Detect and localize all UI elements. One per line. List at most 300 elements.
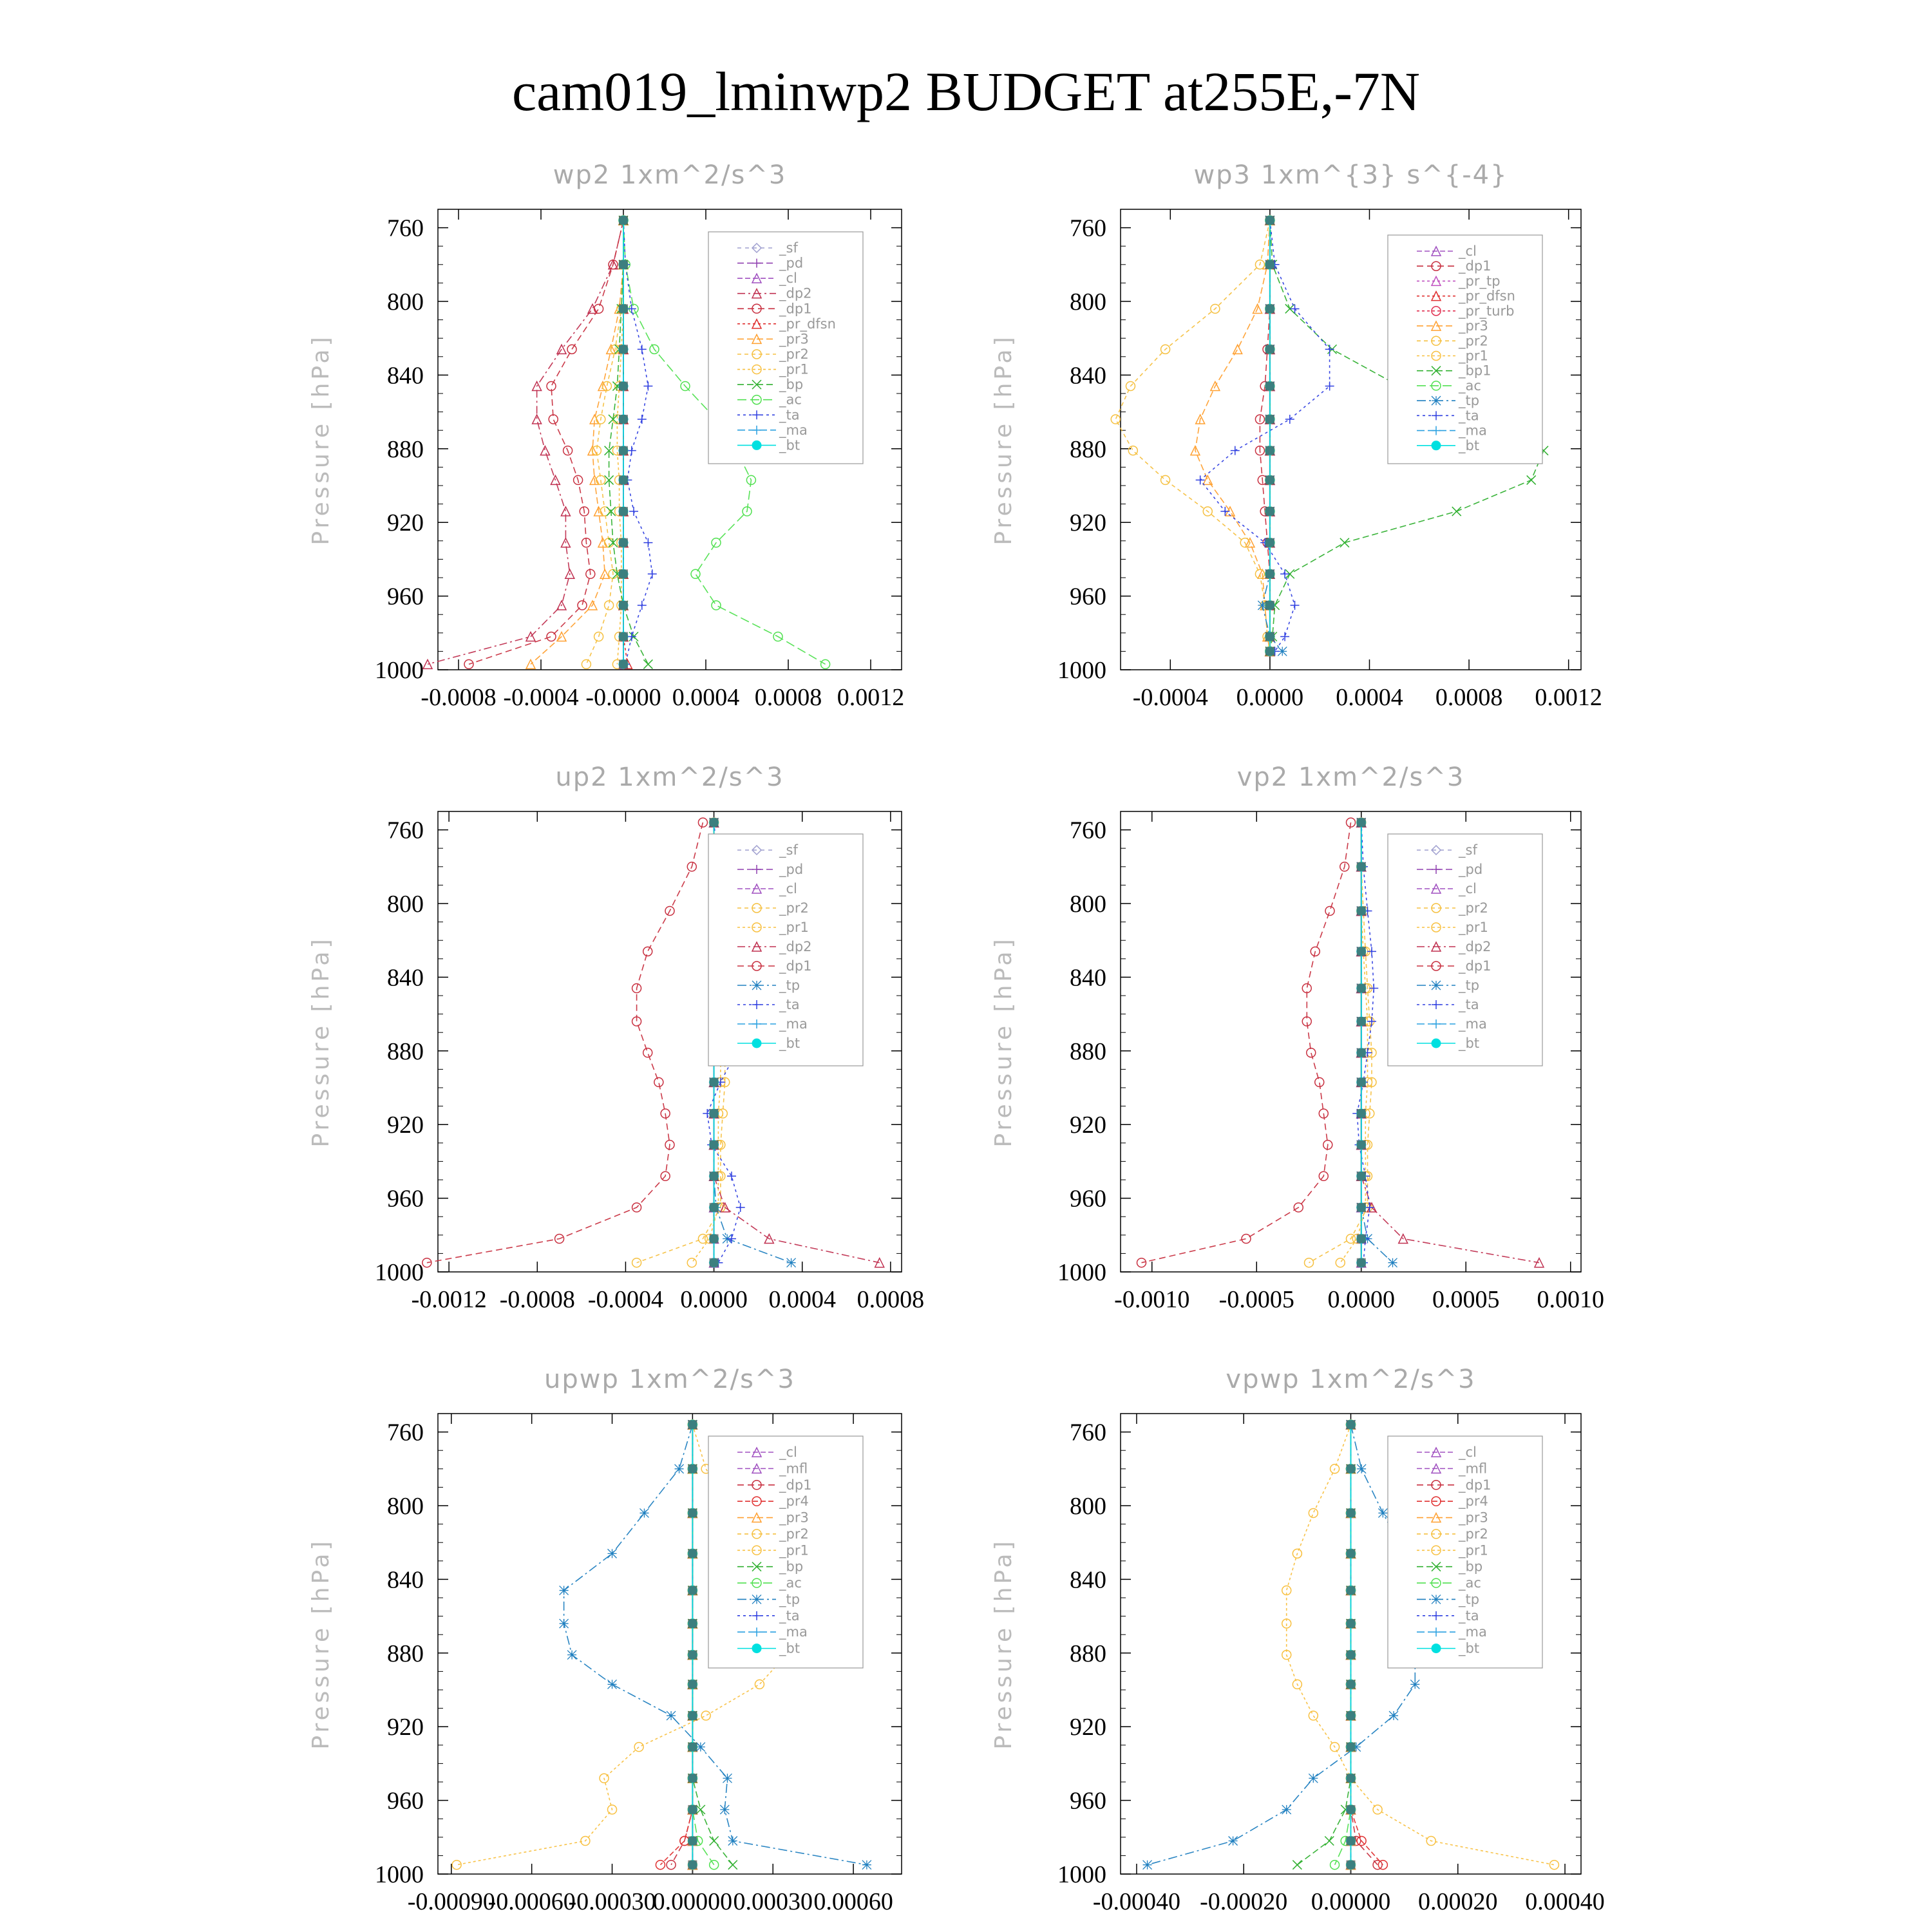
data-point: [728, 1837, 737, 1846]
y-axis-label: Pressure [hPa]: [990, 334, 1017, 545]
legend-label: _bp: [779, 377, 804, 393]
zero-marker-cluster: [710, 1141, 719, 1150]
data-point: [643, 382, 652, 391]
legend-marker: [1432, 981, 1441, 990]
legend-label: _sf: [1459, 842, 1477, 858]
legend-label: _pr_turb: [1459, 303, 1515, 319]
series-tp: [1143, 1420, 1420, 1870]
zero-marker-cluster: [710, 1235, 719, 1244]
legend-label: _tp: [779, 1591, 800, 1607]
zero-marker-cluster: [1347, 1774, 1356, 1783]
x-tick-label: 0.00040: [1525, 1888, 1605, 1915]
x-tick-label: 0.0012: [1535, 684, 1602, 711]
data-point: [1111, 415, 1120, 424]
legend-label: _pr2: [779, 346, 809, 362]
zero-marker-cluster: [688, 1586, 697, 1595]
y-tick-label: 960: [1070, 1787, 1106, 1815]
y-tick-label: 880: [1070, 435, 1106, 463]
x-tick-label: 0.0012: [837, 684, 905, 711]
zero-marker-cluster: [619, 538, 628, 547]
y-tick-label: 1000: [375, 1259, 424, 1286]
y-tick-label: 880: [387, 1037, 424, 1065]
legend: [708, 232, 863, 464]
x-tick-label: 0.0000: [1236, 684, 1304, 711]
zero-marker-cluster: [1357, 1141, 1366, 1150]
legend-label: _tp: [1459, 393, 1480, 409]
legend-label: _bp1: [1459, 363, 1492, 379]
series-line: [1351, 1425, 1378, 1865]
y-tick-label: 1000: [1057, 1861, 1106, 1888]
zero-marker-cluster: [710, 1077, 719, 1086]
y-tick-label: 880: [1070, 1037, 1106, 1065]
x-tick-label: 0.00060: [813, 1888, 893, 1915]
zero-marker-cluster: [1265, 601, 1274, 610]
data-point: [638, 345, 647, 354]
x-tick-label: 0.0010: [1537, 1286, 1604, 1313]
y-tick-label: 760: [387, 214, 424, 242]
y-tick-label: 760: [1070, 214, 1106, 242]
data-point: [1336, 1258, 1345, 1267]
y-tick-label: 880: [1070, 1640, 1106, 1667]
data-point: [643, 659, 652, 668]
data-point: [1291, 601, 1300, 610]
data-point: [687, 1258, 696, 1267]
data-point: [1325, 345, 1334, 354]
data-point: [629, 507, 638, 516]
zero-marker-cluster: [1357, 1048, 1366, 1057]
legend-label: _ta: [1459, 1607, 1479, 1624]
data-point: [547, 632, 556, 641]
x-tick-label: 0.0008: [1435, 684, 1503, 711]
legend-label: _bt: [1459, 1640, 1480, 1656]
series-line: [660, 1425, 692, 1865]
data-point: [1367, 1017, 1376, 1026]
legend-label: _dp1: [779, 958, 812, 974]
legend-label: _pr2: [779, 900, 809, 916]
x-tick-label: -0.0012: [411, 1286, 487, 1313]
data-point: [698, 818, 707, 827]
y-tick-label: 760: [1070, 1419, 1106, 1446]
data-point: [712, 601, 721, 610]
zero-marker-cluster: [1357, 1171, 1366, 1180]
x-tick-label: -0.0004: [587, 1286, 664, 1313]
series-line: [428, 220, 623, 664]
legend-label: _ac: [1459, 1575, 1481, 1591]
legend-marker: [1432, 1644, 1441, 1653]
y-tick-label: 800: [387, 1493, 424, 1520]
data-point: [1452, 507, 1461, 516]
legend-label: _pr1: [779, 361, 809, 377]
zero-marker-cluster: [1357, 906, 1366, 915]
zero-marker-cluster: [1357, 1109, 1366, 1118]
data-point: [1307, 1048, 1316, 1057]
legend-label: _bt: [779, 437, 800, 453]
zero-marker-cluster: [1357, 1203, 1366, 1212]
legend-label: _dp1: [1459, 258, 1492, 274]
zero-marker-cluster: [1347, 1508, 1356, 1517]
legend-label: _pd: [779, 862, 804, 877]
x-tick-label: -0.0000: [585, 684, 661, 711]
y-tick-label: 840: [1070, 362, 1106, 390]
x-tick-label: -0.0008: [421, 684, 497, 711]
data-point: [710, 1837, 719, 1846]
zero-marker-cluster: [688, 1743, 697, 1752]
zero-marker-cluster: [710, 1203, 719, 1212]
zero-marker-cluster: [1347, 1861, 1356, 1870]
data-point: [452, 1861, 461, 1870]
y-tick-label: 920: [1070, 1112, 1106, 1139]
legend-label: _cl: [779, 270, 797, 287]
data-point: [720, 1805, 729, 1814]
data-point: [464, 659, 473, 668]
zero-marker-cluster: [1265, 216, 1274, 225]
legend-label: _pr4: [779, 1493, 809, 1510]
zero-marker-cluster: [688, 1464, 697, 1473]
data-point: [875, 1258, 884, 1267]
x-tick-label: 0.00030: [733, 1888, 813, 1915]
data-point: [736, 1203, 745, 1212]
legend-label: _bt: [1459, 437, 1480, 453]
x-tick-label: -0.0004: [1132, 684, 1208, 711]
legend-label: _dp1: [779, 301, 812, 317]
legend-label: _dp2: [1459, 939, 1492, 954]
series-line: [427, 822, 703, 1263]
x-tick-label: -0.00030: [568, 1888, 656, 1915]
legend-label: _cl: [1459, 243, 1477, 259]
legend-label: _pr1: [779, 1542, 809, 1558]
y-tick-label: 960: [1070, 583, 1106, 611]
y-tick-label: 760: [1070, 817, 1106, 844]
data-point: [560, 1586, 569, 1595]
legend: [708, 1436, 863, 1668]
data-point: [1291, 304, 1300, 313]
y-axis-label: Pressure [hPa]: [990, 936, 1017, 1148]
zero-marker-cluster: [710, 818, 719, 827]
data-point: [533, 415, 542, 424]
zero-marker-cluster: [688, 1420, 697, 1429]
zero-marker-cluster: [1347, 1549, 1356, 1558]
legend-label: _ta: [779, 407, 800, 423]
legend-label: _ta: [779, 1607, 800, 1624]
zero-marker-cluster: [1347, 1805, 1356, 1814]
zero-marker-cluster: [688, 1651, 697, 1660]
x-tick-label: -0.00060: [488, 1888, 576, 1915]
legend-label: _sf: [779, 842, 798, 858]
zero-marker-cluster: [1347, 1743, 1356, 1752]
zero-marker-cluster: [1265, 507, 1274, 516]
series-bp: [1293, 1420, 1355, 1870]
panel-1: [308, 160, 904, 711]
legend-marker: [1432, 396, 1441, 405]
data-point: [727, 1171, 736, 1180]
data-point: [667, 1711, 676, 1720]
data-point: [1229, 1837, 1238, 1846]
legend-label: _tp: [779, 978, 800, 993]
legend-marker: [1432, 1595, 1441, 1604]
zero-marker-cluster: [1357, 1077, 1366, 1086]
zero-marker-cluster: [1265, 345, 1274, 354]
y-tick-label: 840: [387, 1566, 424, 1594]
data-point: [1309, 1508, 1318, 1517]
y-axis-label: Pressure [hPa]: [308, 334, 334, 545]
series-bt: [1357, 818, 1366, 1267]
data-point: [643, 538, 652, 547]
series-pr2: [1111, 216, 1274, 656]
series-pr4: [656, 1420, 697, 1870]
panel-2: [990, 160, 1602, 711]
legend-marker: [752, 1644, 761, 1653]
zero-marker-cluster: [688, 1837, 697, 1846]
series-line: [1262, 220, 1282, 651]
data-point: [1331, 1861, 1340, 1870]
legend: [1388, 235, 1542, 464]
zero-marker-cluster: [710, 1171, 719, 1180]
legend-label: _pr_dfsn: [779, 316, 836, 332]
legend-label: _pr1: [1459, 1542, 1488, 1558]
data-point: [549, 415, 558, 424]
data-point: [862, 1861, 871, 1870]
x-tick-label: 0.0004: [1336, 684, 1403, 711]
zero-marker-cluster: [1347, 1837, 1356, 1846]
series-dp1: [1255, 216, 1274, 656]
zero-marker-cluster: [1347, 1711, 1356, 1720]
series-line: [609, 220, 649, 664]
panel-5: [308, 1365, 902, 1915]
y-tick-label: 840: [1070, 964, 1106, 992]
series-pr1: [1336, 818, 1372, 1267]
panel-3: [308, 762, 924, 1313]
x-tick-label: -0.0004: [503, 684, 579, 711]
legend-label: _pd: [779, 255, 804, 271]
y-tick-label: 800: [1070, 891, 1106, 918]
data-point: [727, 1235, 736, 1244]
data-point: [1325, 906, 1334, 915]
legend-label: _bp: [779, 1558, 804, 1575]
data-point: [567, 345, 576, 354]
zero-marker-cluster: [688, 1805, 697, 1814]
legend-marker: [752, 440, 761, 450]
legend-label: _bt: [779, 1036, 800, 1051]
legend-label: _pr3: [779, 1510, 809, 1526]
legend-label: _tp: [1459, 1591, 1480, 1607]
zero-marker-cluster: [688, 1619, 697, 1628]
data-point: [728, 1861, 737, 1870]
zero-marker-cluster: [619, 569, 628, 578]
data-point: [582, 659, 591, 668]
data-point: [594, 304, 603, 313]
series-line: [469, 220, 623, 664]
legend-label: _ma: [779, 422, 808, 438]
legend-label: _ac: [1459, 377, 1481, 393]
zero-marker-cluster: [1347, 1586, 1356, 1595]
zero-marker-cluster: [619, 601, 628, 610]
series-line: [1115, 220, 1270, 651]
data-point: [608, 1549, 617, 1558]
legend-label: _ma: [779, 1016, 808, 1032]
series-line: [1351, 1425, 1383, 1865]
y-tick-label: 960: [387, 583, 424, 611]
y-tick-label: 800: [1070, 1493, 1106, 1520]
legend: [1388, 1436, 1542, 1668]
zero-marker-cluster: [619, 415, 628, 424]
legend-label: _ma: [1459, 1016, 1487, 1032]
zero-marker-cluster: [688, 1508, 697, 1517]
data-point: [578, 601, 587, 610]
legend-label: _dp1: [1459, 958, 1492, 974]
zero-marker-cluster: [1357, 862, 1366, 871]
legend-label: _pr1: [779, 920, 809, 935]
x-tick-label: 0.0005: [1432, 1286, 1500, 1313]
zero-marker-cluster: [1357, 1017, 1366, 1026]
data-point: [1325, 1837, 1334, 1846]
zero-marker-cluster: [619, 304, 628, 313]
series-line: [1297, 1425, 1350, 1865]
zero-marker-cluster: [619, 507, 628, 516]
legend-label: _ta: [1459, 408, 1479, 424]
panel-title: vpwp 1xm^2/s^3: [1226, 1365, 1476, 1394]
series-bp: [605, 216, 653, 668]
data-point: [639, 1508, 649, 1517]
legend-label: _ta: [779, 997, 800, 1012]
y-tick-label: 920: [387, 509, 424, 537]
legend-marker: [752, 1595, 761, 1604]
series-line: [623, 220, 652, 664]
series-line: [1195, 220, 1270, 651]
y-tick-label: 880: [387, 1640, 424, 1667]
data-point: [691, 569, 700, 578]
panel-4: [990, 762, 1604, 1313]
data-point: [1388, 1258, 1397, 1267]
series-line: [1309, 822, 1372, 1263]
series-line: [1148, 1425, 1416, 1865]
legend-label: _pd: [1459, 862, 1483, 877]
legend-label: _mfl: [779, 1461, 808, 1477]
zero-marker-cluster: [1265, 647, 1274, 656]
zero-marker-cluster: [688, 1774, 697, 1783]
panel-title: vp2 1xm^2/s^3: [1236, 762, 1465, 792]
legend-label: _ta: [1459, 997, 1479, 1012]
zero-marker-cluster: [1347, 1619, 1356, 1628]
data-point: [423, 659, 432, 668]
series-line: [586, 220, 623, 664]
legend-label: _cl: [1459, 1444, 1477, 1460]
data-point: [1233, 345, 1242, 354]
y-tick-label: 840: [1070, 1566, 1106, 1594]
series-line: [531, 220, 623, 664]
zero-marker-cluster: [1265, 632, 1274, 641]
data-point: [1340, 538, 1349, 547]
series-dp1: [464, 216, 628, 668]
series-dp1: [1137, 818, 1356, 1267]
data-point: [696, 1743, 705, 1752]
panel-title: up2 1xm^2/s^3: [555, 762, 784, 792]
x-tick-label: -0.00040: [1092, 1888, 1181, 1915]
legend: [1388, 834, 1542, 1066]
legend-label: _pr_tp: [1459, 273, 1501, 289]
legend-label: _cl: [779, 1444, 797, 1460]
legend-marker: [752, 1039, 761, 1048]
zero-marker-cluster: [1265, 415, 1274, 424]
y-tick-label: 920: [1070, 1714, 1106, 1741]
legend-label: _sf: [779, 240, 798, 256]
zero-marker-cluster: [688, 1861, 697, 1870]
series-line: [1340, 822, 1367, 1263]
x-tick-label: 0.0000: [680, 1286, 748, 1313]
data-point: [667, 1861, 676, 1870]
zero-marker-cluster: [1347, 1680, 1356, 1689]
legend-label: _pr1: [1459, 348, 1488, 364]
legend-label: _pr4: [1459, 1493, 1488, 1510]
x-tick-label: -0.0008: [499, 1286, 575, 1313]
y-tick-label: 760: [387, 817, 424, 844]
data-point: [723, 1774, 732, 1783]
legend-label: _ac: [779, 1575, 802, 1591]
y-tick-label: 840: [387, 362, 424, 390]
series-pr3: [526, 216, 628, 668]
data-point: [1285, 415, 1294, 424]
legend-label: _cl: [1459, 881, 1477, 896]
zero-marker-cluster: [1265, 475, 1274, 484]
series-dp1: [422, 818, 708, 1267]
y-tick-label: 1000: [375, 657, 424, 684]
zero-marker-cluster: [1357, 1235, 1366, 1244]
zero-marker-cluster: [619, 216, 628, 225]
data-point: [1309, 1711, 1318, 1720]
data-point: [540, 446, 549, 455]
legend-label: _pr3: [1459, 318, 1488, 334]
series-line: [1200, 220, 1330, 651]
y-tick-label: 960: [387, 1787, 424, 1815]
data-point: [560, 1619, 569, 1628]
zero-marker-cluster: [619, 632, 628, 641]
series-pr4: [1347, 1420, 1388, 1870]
data-point: [1293, 1861, 1302, 1870]
zero-marker-cluster: [1357, 984, 1366, 993]
zero-marker-cluster: [1265, 538, 1274, 547]
figure-title: cam019_lminwp2 BUDGET at255E,-7N: [511, 61, 1421, 122]
legend-label: _pr3: [1459, 1510, 1488, 1526]
zero-marker-cluster: [1265, 569, 1274, 578]
y-tick-label: 800: [387, 891, 424, 918]
panel-title: wp3 1xm^{3} s^{-4}: [1193, 160, 1508, 190]
zero-marker-cluster: [710, 1109, 719, 1118]
y-axis-label: Pressure [hPa]: [308, 1538, 334, 1750]
series-bt: [688, 1420, 697, 1870]
y-axis-label: Pressure [hPa]: [990, 1538, 1017, 1750]
data-point: [648, 569, 657, 578]
y-axis-label: Pressure [hPa]: [308, 936, 334, 1148]
data-point: [1128, 446, 1137, 455]
zero-marker-cluster: [688, 1549, 697, 1558]
data-point: [755, 1680, 764, 1689]
zero-marker-cluster: [1265, 382, 1274, 391]
y-tick-label: 1000: [1057, 657, 1106, 684]
zero-marker-cluster: [1265, 446, 1274, 455]
legend-label: _pr_dfsn: [1459, 288, 1515, 304]
y-tick-label: 920: [387, 1112, 424, 1139]
x-tick-label: -0.0010: [1114, 1286, 1190, 1313]
x-tick-label: -0.0005: [1218, 1286, 1294, 1313]
series-ac: [1331, 1420, 1356, 1870]
legend-label: _pr1: [1459, 920, 1488, 935]
data-point: [1410, 1680, 1419, 1689]
data-point: [634, 1743, 643, 1752]
data-point: [627, 632, 636, 641]
x-tick-label: 0.0008: [754, 684, 822, 711]
y-tick-label: 1000: [375, 1861, 424, 1888]
data-point: [643, 947, 652, 956]
zero-marker-cluster: [1347, 1651, 1356, 1660]
